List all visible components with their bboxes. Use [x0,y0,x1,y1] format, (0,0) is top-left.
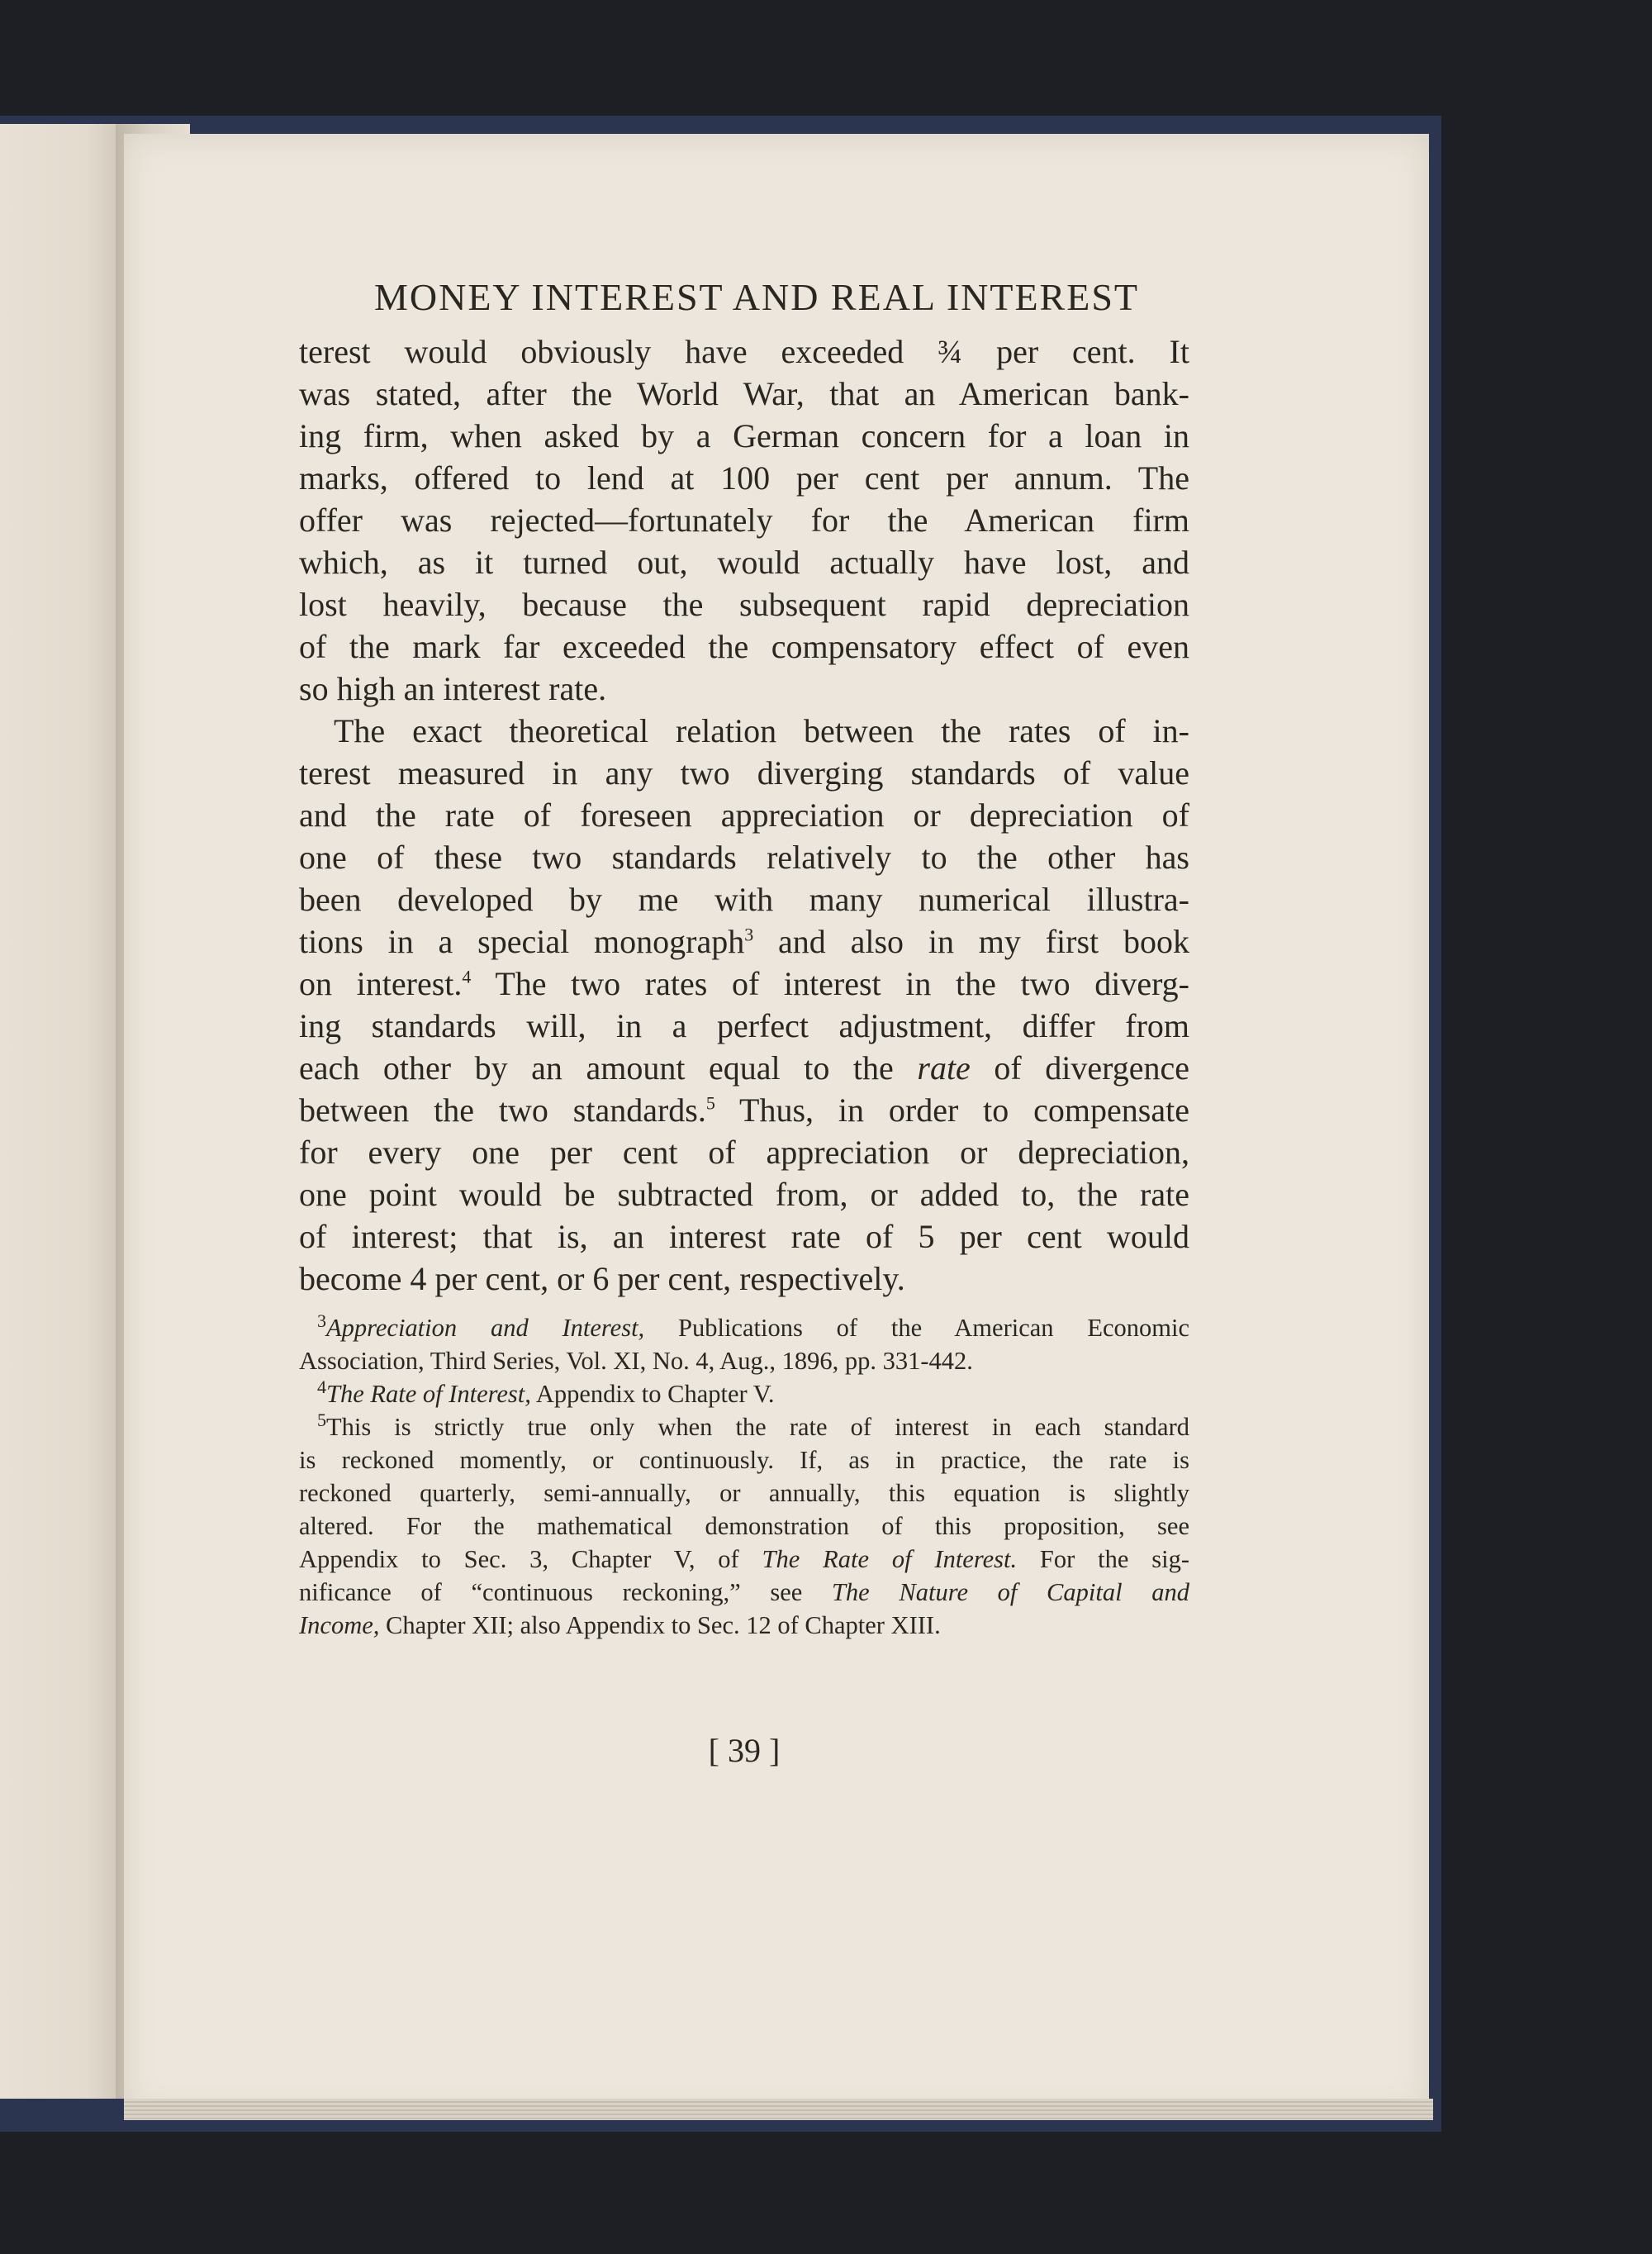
footnote-ref: 4 [462,966,472,987]
text-line: offer was rejected—fortunately for the American firm [299,502,1189,539]
footnote-ref: 3 [744,924,754,945]
italic-run: The Nature of Capital and [831,1578,1189,1606]
text-run: each other by an amount equal to the [299,1049,918,1087]
text-run: Appendix to Chapter V. [530,1380,775,1408]
text-line: one of these two standards relatively to the other has [299,839,1189,876]
previous-page [0,124,124,2099]
text-run: This is strictly true only when the rate of interest in each standard [326,1413,1189,1441]
text-run: Publications of the American Economic [644,1314,1190,1342]
text-run: between the two standards. [299,1091,706,1129]
text-line: lost heavily, because the subsequent rapid depreciation [299,586,1189,623]
footnote-line: is reckoned momently, or continuously. If, as in practice, the rate is [299,1446,1189,1474]
text-line: of interest; that is, an interest rate of 5 per cent would [299,1218,1189,1255]
page-number: [ 39 ] [708,1732,781,1769]
footnote-line: altered. For the mathematical demonstration of this proposition, see [299,1512,1189,1540]
text-line: terest measured in any two diverging standards of value [299,754,1189,792]
italic-run: Appreciation and Interest, [326,1314,645,1342]
text-line: terest would obviously have exceeded ¾ per cent. It [299,333,1189,370]
italic-run: rate [917,1049,971,1087]
text-line: become 4 per cent, or 6 per cent, respectively. [299,1260,905,1297]
text-line: of the mark far exceeded the compensatory effect of even [299,628,1189,665]
footnote-ref: 5 [705,1092,715,1114]
text-line: for every one per cent of appreciation or depreciation, [299,1134,1189,1171]
text-line: so high an interest rate. [299,670,607,707]
footnote-mark: 3 [317,1310,326,1331]
text-run: tions in a special monograph [299,923,745,960]
footnote-line: Association, Third Series, Vol. XI, No. 4, Aug., 1896, pp. 331-442. [299,1347,973,1375]
text-run: Thus, in order to compensate [714,1091,1189,1129]
text-run: of divergence [970,1049,1190,1087]
text-line: and the rate of foreseen appreciation or depreciation of [299,797,1189,834]
footnote-mark: 4 [317,1376,326,1397]
text-line: been developed by me with many numerical illustra- [299,881,1189,918]
text-run: on interest. [299,965,463,1002]
text-run: nificance of “continuous reckoning,” see [299,1578,832,1606]
text-line: one point would be subtracted from, or added to, the rate [299,1176,1189,1213]
text-line: marks, offered to lend at 100 per cent per annum. The [299,459,1189,497]
running-head: MONEY INTEREST AND REAL INTEREST [373,276,1140,318]
italic-run: Income, [299,1611,380,1639]
text-run: Appendix to Sec. 3, Chapter V, of [299,1545,762,1573]
text-run: Chapter XII; also Appendix to Sec. 12 of Chapter XIII. [379,1611,941,1639]
text-line: which, as it turned out, would actually have lost, and [299,544,1189,581]
italic-run: The Rate of Interest. [762,1545,1018,1573]
text-run: The two rates of interest in the two diverg- [471,965,1190,1002]
italic-run: The Rate of Interest, [326,1380,531,1408]
footnote-line: reckoned quarterly, semi-annually, or annually, this equation is slightly [299,1479,1189,1507]
text-line: The exact theoretical relation between the rates of in- [334,712,1189,749]
text-line: ing standards will, in a perfect adjustment, differ from [299,1007,1189,1044]
text-line: ing firm, when asked by a German concern for a loan in [299,417,1189,454]
text-run: For the sig- [1017,1545,1189,1573]
text-run: and also in my first book [753,923,1189,960]
footnote-mark: 5 [317,1409,326,1430]
text-line: was stated, after the World War, that an American bank- [299,375,1189,412]
folio-area [299,0,1189,2254]
